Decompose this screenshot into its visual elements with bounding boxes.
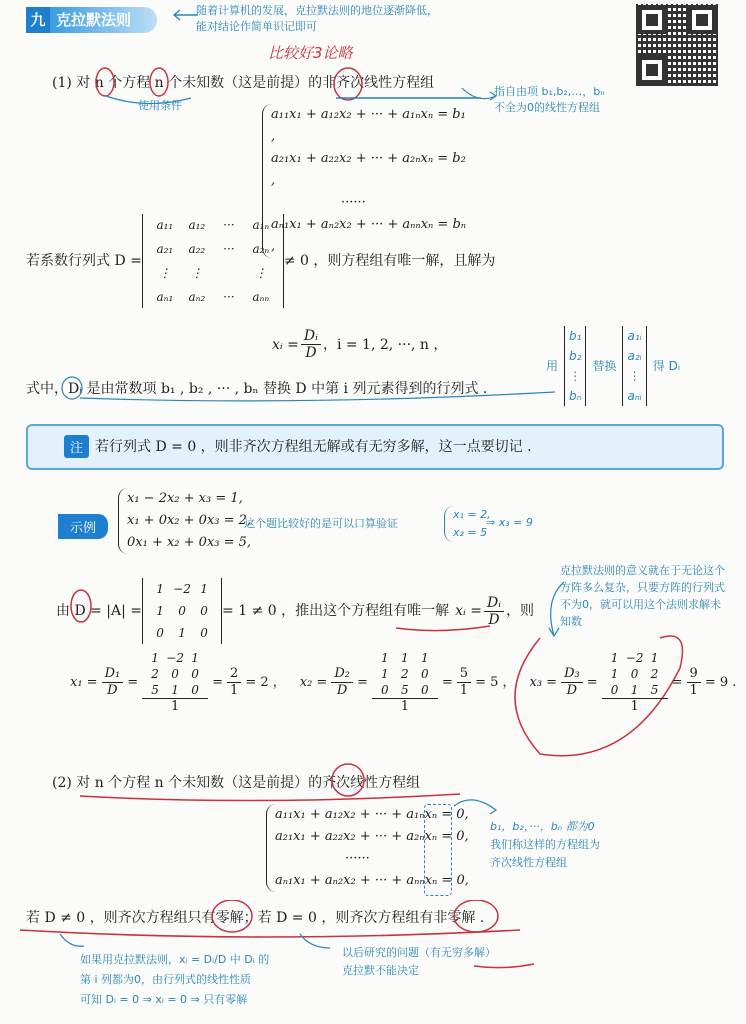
part2-heading: (2) 对 n 个方程 n 个未知数（这是前提）的齐次线性方程组 <box>52 775 421 791</box>
det-cell: ⋮ <box>254 266 267 280</box>
det-cell: 1 <box>156 582 164 596</box>
det-cell: 1 <box>650 651 659 665</box>
det-cell: −2 <box>625 651 644 665</box>
verify-block: x₁ = 2, x₂ = 5 <box>444 506 491 542</box>
explain-underline <box>60 376 560 406</box>
part2-underline <box>50 760 470 806</box>
explain-line: 式中，Dᵢ 是由常数项 b₁ , b₂ , ··· , bₙ 替换 D 中第 i 列元素得到的行列式 . <box>26 381 488 397</box>
example-tag-wrap <box>58 514 108 539</box>
det-cell: a₁₂ <box>188 218 206 232</box>
det-cell: 1 <box>610 667 619 681</box>
det-cell: 0 <box>630 667 639 681</box>
section-title: 克拉默法则 <box>50 7 157 33</box>
det-cell: 0 <box>191 667 199 681</box>
det-cell <box>213 262 245 284</box>
part2-conclusion: 若 D ≠ 0 ，则齐次方程组只有零解；若 D = 0 ，则齐次方程组有非零解 . <box>26 910 485 926</box>
handnote-underline <box>470 958 540 972</box>
det-line <box>26 213 495 309</box>
column-cell: a₂ᵢ <box>627 349 642 363</box>
verify-note: 这个题比较好的是可以口算验证 <box>244 517 398 530</box>
det-cell: 0 <box>610 683 619 697</box>
header-arrow <box>170 8 200 22</box>
det-cell: 0 <box>178 604 186 618</box>
example-system <box>118 488 251 554</box>
eq-row: ······ <box>345 851 370 866</box>
header-handnote: 随着计算机的发展，克拉默法则的地位逐渐降低，能对结论作简单识记即可 <box>196 4 438 33</box>
det-cell: ··· <box>223 218 235 232</box>
part2-handnote-left: 如果用克拉默法则，xᵢ = Dᵢ/D 中 Dᵢ 的 第 i 列都为0，由行列式的线性性质 可知 Dᵢ = 0 ⇒ xᵢ = 0 ⇒ 只有零解 <box>80 953 270 1006</box>
det-cell: 0 <box>156 626 164 640</box>
eq-row: aₙ₁x₁ + aₙ₂x₂ + ··· + aₙₙxₙ = bₙ , <box>271 217 467 254</box>
det-cell: 5 <box>401 683 409 697</box>
column-cell: ⋮ <box>628 369 641 383</box>
header-scribble: 比较好3论略 <box>268 44 353 62</box>
column-cell: a₁ᵢ <box>627 329 642 343</box>
solution-formula: xᵢ = $\frac{\text{Dᵢ}}{D}$ ，i = 1, 2, ···, n ， <box>272 328 448 361</box>
det-cell: 0 <box>171 667 179 681</box>
column-cell: bₙ <box>569 389 582 403</box>
zero-column-box <box>424 804 452 896</box>
det-prefix: 若系数行列式 D = <box>26 253 142 269</box>
det-cell: a₂₂ <box>188 242 206 256</box>
part2-handnote-right: 以后研究的问题（有无穷多解） 克拉默不能决定 <box>342 946 496 977</box>
det-cell: a₁₁ <box>156 218 174 232</box>
column-cell: b₁ <box>569 329 582 343</box>
det-cell: aₙ₁ <box>156 290 174 304</box>
note-box <box>26 424 724 470</box>
eq-row: aₙ₁x₁ + aₙ₂x₂ + ··· + aₙₙxₙ = 0, <box>275 873 469 888</box>
D1-determinant <box>145 650 205 698</box>
column-cell: b₂ <box>569 349 582 363</box>
note-text: 若行列式 D = 0 ，则非齐次方程组无解或有无穷多解，这一点要切记 . <box>95 438 532 455</box>
D2-determinant <box>375 650 435 698</box>
det-cell: a₂₁ <box>156 242 174 256</box>
det-cell: 1 <box>381 651 389 665</box>
part2-side-note: b₁，b₂，···，bₙ 都为0 我们称这样的方程组为 齐次线性方程组 <box>490 820 600 869</box>
det-cell: 2 <box>401 667 409 681</box>
det-suffix: ≠ 0 ，则方程组有唯一解，且解为 <box>283 253 496 269</box>
det-cell: ⋮ <box>190 266 203 280</box>
det-cell: 1 <box>630 683 639 697</box>
column-cell: ⋮ <box>569 369 582 383</box>
verify-result: ⇒ x₃ = 9 <box>486 516 533 529</box>
det-cell: 1 <box>421 651 429 665</box>
det-cell: 5 <box>151 683 159 697</box>
example-side-note: 克拉默法则的意义就在于无论这个方阵多么复杂，只要方阵的行列式不为0，就可以用这个法则求解未知数 <box>560 564 725 628</box>
side-note-1: 指自由项 b₁,b₂,…，bₙ 不全为0的线性方程组 <box>494 85 605 114</box>
det-cell: 1 <box>191 651 199 665</box>
det-cell: 0 <box>200 626 208 640</box>
usage-circles <box>86 60 486 110</box>
det-cell: ⋮ <box>158 266 171 280</box>
D3-determinant <box>605 650 665 698</box>
section-number: 九 <box>26 7 50 33</box>
part1-heading: (1) 对 n 个方程 n 个未知数（这是前提）的非齐次线性方程组 <box>52 75 435 91</box>
det-cell: 0 <box>421 667 429 681</box>
det-cell: −2 <box>166 651 184 665</box>
det-cell: 5 <box>650 683 659 697</box>
det-cell: 1 <box>178 626 186 640</box>
det-cell: −2 <box>173 582 191 596</box>
eq-row: a₁₁x₁ + a₁₂x₂ + ··· + a₁ₙxₙ = 0, <box>275 807 469 822</box>
det-cell: ··· <box>223 290 235 304</box>
coefficient-determinant <box>142 214 284 308</box>
det-cell: 1 <box>151 651 159 665</box>
column-b <box>564 326 586 406</box>
det-cell: a₂ₙ <box>252 242 270 256</box>
det-cell: 0 <box>381 683 389 697</box>
det-cell: 0 <box>191 683 199 697</box>
det-cell: aₙ₂ <box>188 290 206 304</box>
det-cell: 2 <box>650 667 659 681</box>
det-cell: 1 <box>200 582 208 596</box>
column-a <box>622 326 646 406</box>
det-cell: 1 <box>381 667 389 681</box>
eq-row: 0x₁ + x₂ + 0x₃ = 5, <box>127 535 252 550</box>
det-cell: 0 <box>200 604 208 618</box>
replace-note: 用 b₁ b₂ ⋮ bₙ 替换 a₁ᵢ a₂ᵢ ⋮ aₙᵢ 得 Dᵢ <box>546 326 680 406</box>
column-cell: aₙᵢ <box>627 389 642 403</box>
qr-code <box>636 4 718 86</box>
eq-row: ······ <box>341 195 366 210</box>
eq-row: a₂₁x₁ + a₂₂x₂ + ··· + a₂ₙxₙ = 0, <box>275 829 469 844</box>
det-cell: 2 <box>151 667 159 681</box>
det-cell: 1 <box>401 651 409 665</box>
usage-note: 使用条件 <box>138 99 182 112</box>
eq-row: a₁₁x₁ + a₁₂x₂ + ··· + a₁ₙxₙ = b₁ , <box>271 107 466 144</box>
eq-row: x₁ + 0x₂ + 0x₃ = 2, <box>127 513 252 528</box>
conclusion-marks <box>0 900 560 950</box>
solutions-row: x₁ = $\frac{\text{D₁}}{D}$ = 1 −2 1 2 0 0 5 1 0 1 = $\frac{2}{1}$ = 2 ， x₂ = $\frac{\text{D₂}}{D}$ = 1 1 1 1 2 0 0 5 0 1 = $\frac{5}{1}$ = 5 ， x₃ = $\frac{\text{D₃}}{D}$ = 1 −2 1 1 0 2 0 1 5 1 = $\frac{9}{1}$ = 9 . <box>70 651 737 714</box>
note-tag: 注 <box>64 435 89 458</box>
det-cell: ··· <box>223 242 235 256</box>
det-cell: 1 <box>156 604 164 618</box>
det-cell: 0 <box>421 683 429 697</box>
det-cell: 1 <box>171 683 179 697</box>
eq-row: x₁ − 2x₂ + x₃ = 1, <box>127 491 243 506</box>
eq-row: a₂₁x₁ + a₂₂x₂ + ··· + a₂ₙxₙ = b₂ , <box>271 151 466 188</box>
det-cell: a₁ₙ <box>252 218 270 232</box>
example-tag: 示例 <box>58 514 108 539</box>
det-cell: 1 <box>610 651 619 665</box>
example-det-line: 由 D = |A| = 1 −2 1 1 0 0 0 1 0 = 1 ≠ 0 ，推出这个方程组有唯一解 xᵢ = $\frac{\text{Dᵢ}}{D}$ ，则 <box>56 578 534 644</box>
section-header <box>26 7 157 33</box>
det-cell: aₙₙ <box>252 290 270 304</box>
